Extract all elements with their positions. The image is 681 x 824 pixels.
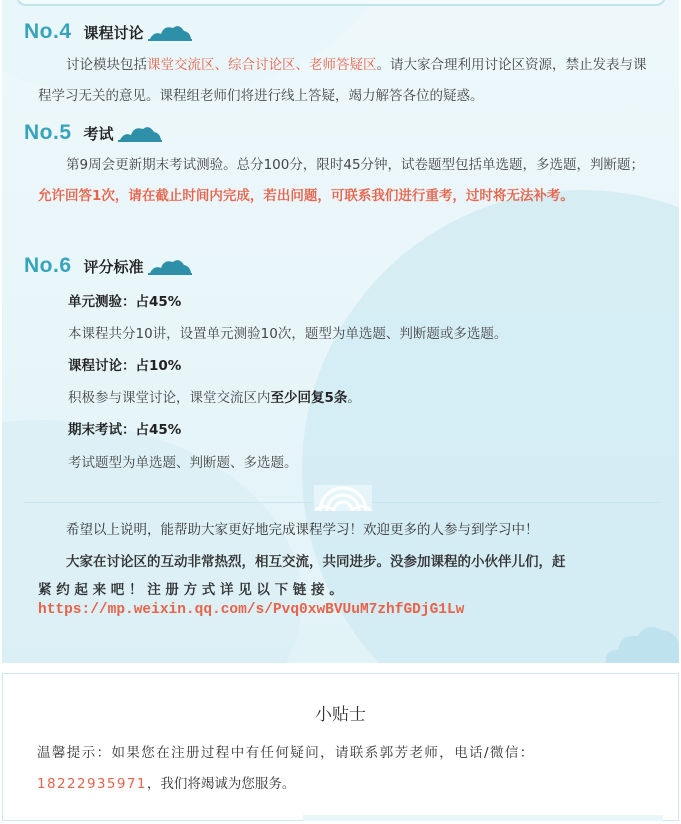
- grading-item-desc: 本课程共分10讲，设置单元测验10次，题型为单选题、判断题或多选题。: [68, 326, 508, 342]
- section-title: 课程讨论: [83, 23, 144, 42]
- tips-text: 温馨提示：如果您在注册过程中有任何疑问，请联系郭芳老师，电话/微信： 18222935971，我们将竭诚为您服务。: [37, 745, 535, 792]
- highlight-text: 允许回答1次，请在截止时间内完成，若出问题，可联系我们进行重考，过时将无法补考。: [38, 188, 574, 204]
- section-number: No.6: [24, 254, 72, 277]
- grading-item-heading: 单元测验：占45%: [68, 294, 182, 310]
- section-header-grading: [24, 254, 192, 278]
- section-number: No.4: [24, 20, 72, 43]
- cloud-icon: [118, 123, 162, 143]
- tips-footer-bar: [303, 815, 663, 821]
- registration-link[interactable]: https://mp.weixin.qq.com/s/Pvq0xwBVUuM7zhfGDjG1Lw: [38, 602, 465, 618]
- content-panel: [2, 0, 679, 663]
- section-title: 考试: [83, 124, 114, 143]
- phone-number[interactable]: 18222935971: [37, 776, 147, 792]
- cloud-icon: [602, 622, 679, 663]
- tips-box: [2, 673, 679, 821]
- grading-item-desc: 积极参与课堂讨论，课堂交流区内至少回复5条。: [68, 390, 361, 406]
- section-header-discussion: [24, 20, 192, 44]
- outro-line: 大家在讨论区的互动非常热烈，相互交流，共同进步。没参加课程的小伙伴儿们，赶: [66, 554, 566, 570]
- outro-line: 紧 约 起 来 吧 ！ 注 册 方 式 详 见 以 下 链 接 。: [38, 582, 343, 598]
- section-paragraph: 第9周会更新期末考试测验。总分100分，限时45分钟，试卷题型包括单选题，多选题，判断题；允许回答1次，请在截止时间内完成，若出问题，可联系我们进行重考，过时将无法补考。: [38, 157, 645, 204]
- cloud-icon: [148, 256, 192, 276]
- wave-icon: [314, 485, 372, 511]
- section-paragraph: 讨论模块包括课堂交流区、综合讨论区、老师答疑区。请大家合理利用讨论区资源，禁止发表与课程学习无关的意见。课程组老师们将进行线上答疑，竭力解答各位的疑惑。: [38, 57, 647, 104]
- grading-item-desc: 考试题型为单选题、判断题、多选题。: [68, 455, 298, 471]
- cloud-icon: [148, 22, 192, 42]
- grading-item-heading: 期末考试：占45%: [68, 422, 182, 438]
- section-header-exam: [24, 121, 162, 145]
- top-frame: [16, 0, 666, 6]
- grading-item-heading: 课程讨论：占10%: [68, 358, 182, 374]
- tips-title: 小贴士: [315, 705, 366, 725]
- outro-line: 希望以上说明，能帮助大家更好地完成课程学习！欢迎更多的人参与到学习中！: [66, 522, 539, 538]
- section-title: 评分标准: [83, 257, 144, 276]
- section-number: No.5: [24, 121, 72, 144]
- highlight-text: 课堂交流区、综合讨论区、老师答疑区: [147, 57, 377, 73]
